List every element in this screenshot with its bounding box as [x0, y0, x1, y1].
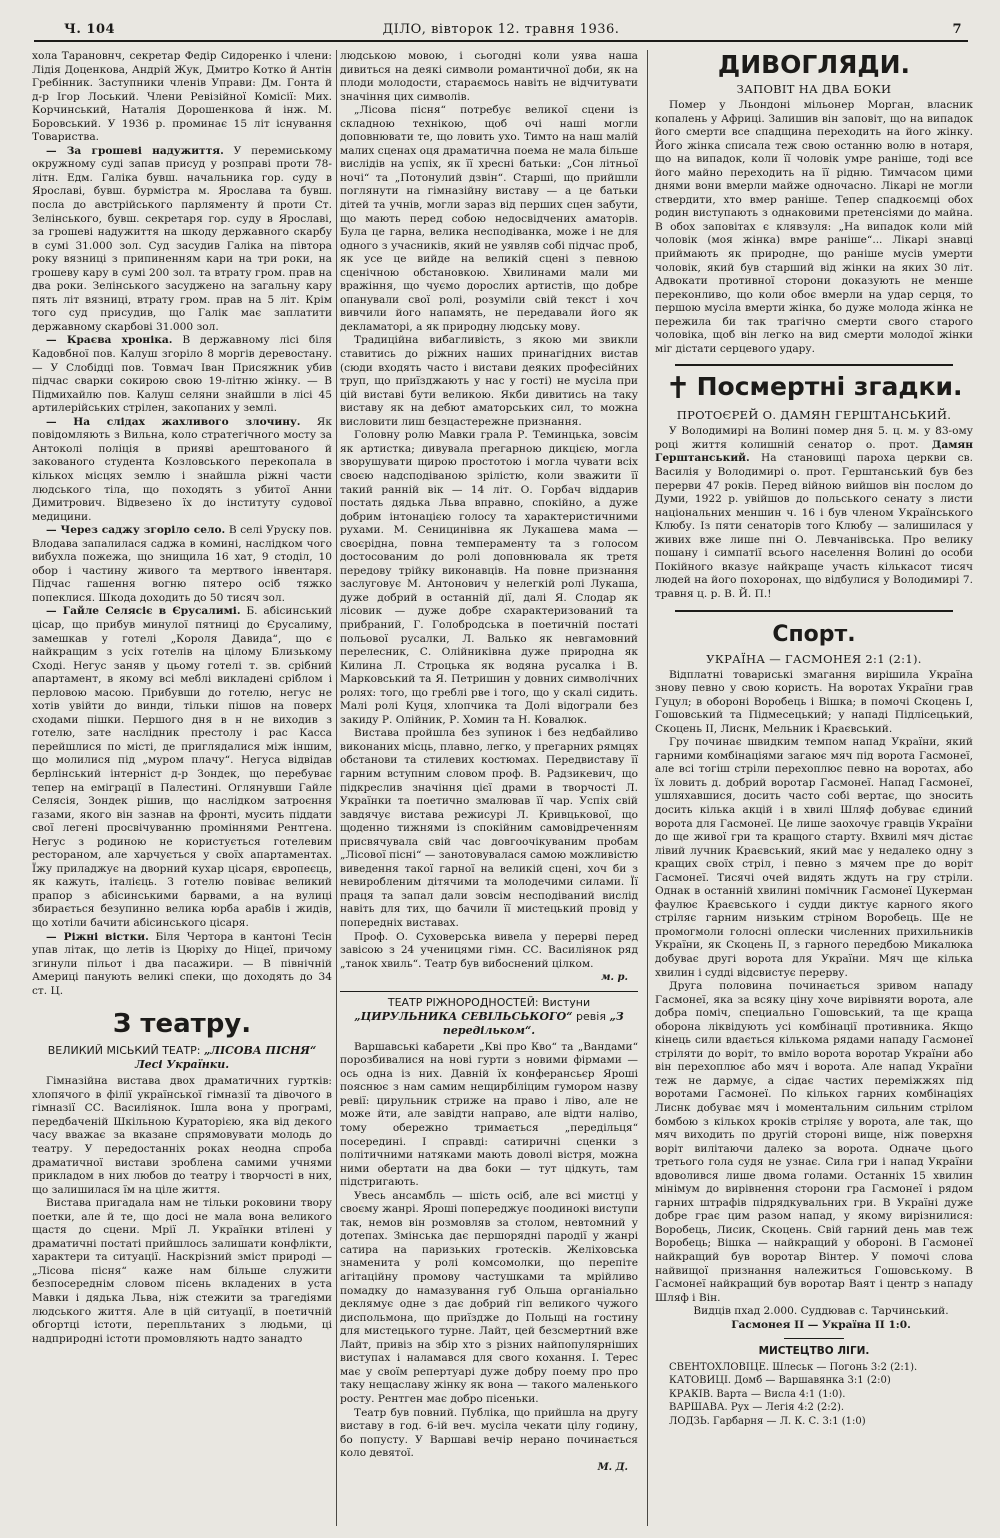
article-paragraph: Відплатні товариські змагання вирішила Україна знову певно у свою користь. На воротах України грав Гуцул; в обороні Воробець і Вішка; в помочі Скоцень І, Гошовський та Підмесецький; у нападі Підлісецький, Скоцень II, Лиснк, Мельник і Краєвський.: [655, 668, 973, 735]
news-heading: — Ріжні вістки.: [46, 930, 149, 943]
article-paragraph: Увесь ансамбль — шість осіб, але всі мистці у своєму жанрі. Ярошi попереджує поодинокі виступи так, немов він розмовляв за столом, невтомний у дотепах. Змінська дає першорядні пародії у жанрі сатира на паризьких гротесків. Желіховська знаменита у ролі комсомолки, що перепіте агітаційну промову частушками та мрійливо помадку до намазування губ Ольша органіально деклямує одне з дає добрий гіп великого чужого диспольмона, що приїздже до Польщі на гостину для мистецького турне. Лайт, цей безсмертний вже Лайт, привіз на збір хто з різних найпопулярніших виступах і наламався для свого кохання. І. Терес має у своїм репертуарі дуже добру поему про про таку нещаславу жінку як вона — такого маленького росту. Рентген має добро пісеньки.: [340, 1189, 638, 1405]
article-paragraph: Помер у Льондоні мільонер Морган, власник копалень у Африці. Залишив він заповіт, що на випадок його смерти все спадщина переходить на його жінку. Його жінка списала теж свою останню волю в нотаря, що на випадок, коли її чоловік умре раніше, тоді все його майно переходить на її рідню. Тимчасом цими днями вони вмерли майже одночасно. Лікарі не могли ствердити, хто вмер раніше. Тепер спадкоємці обох родин виступають з однаковими претенсіями до майна. В обох заповітах є клявзуля: „На випадок коли мій чоловік (моя жінка) вмре раніше“... Лікарі знавці приймають як природне, що раніше мусів умерти чоловік, який був старший від жінки на яких 30 літ. Адвокати противної сторони доказують не менше переконливо, що коли обоє вмерли на удар серця, то першою мусіла вмерти жінка, бо дуже молода жінка не пережила би так трагічно смерти свого старого чоловіка, щоб він легко на вид смерти молодої жінки міг дістати серцевого удару.: [655, 99, 973, 355]
news-paragraph: хола Тарановнч, секретар Федір Сидоренко і члени: Лідія Доценкова, Андрій Жук, Дмитро Котко й Антін Гребінник. Заступники членів Управи: Дм. Гонта й д-р Ігор Лоський. Члени Ревізійної Комісії: Мих. Корчинський, Наталія Дорошенкова й інж. М. Боровський. У 1936 р. проминає 15 літ існування Товариства.: [32, 50, 332, 144]
news-heading: — За грошеві надужиття.: [46, 144, 224, 157]
article-paragraph: Гру починає швидким темпом напад України, який гарними комбінаціями загаює мяч під ворота Гасмонеї, але всі тогіш стріли перехоплює певно на воротах, або їх ловить д. добрий воротар Гасмонеї. Напад Гасмонеї, ушляхавшися, досить часто собі вертає, що зносить досить кілька акцій і в хвилі Шляф добуває єдиний ворота для Гасмонеї. Це лише заохочує гравців України до ще живої гри та кращого старту. Вхвилі мяч дістає лівий лучник Краєвський, який має у недалеко одну з кращих своїх стріл, і певно з мячем пре до воріт Гасмонеї. Тисячі очей видять ждуть на гру стріли. Однак в останній хвилині помічник Гасмонеї Цукерман фаулює Краєвського і судди диктує карного якого стріляє гарним низьким стріном Воробець. Ще не промогмоли голосні оплески численних прихильників України, як Скоцень II, з гарного передбою Микалюка добуває другі ворота для України. Мяч ще кілька хвилин і судді відсвистує перерву.: [655, 736, 973, 979]
news-text: Б. абісинський цісар, що прибув минулої пятниці до Єрусалиму, замешкав у готелі „Короля Давида“, що є найкращим з усіх готелів на цілому Близькому Сході. Негус заняв у цьому готелі т. зв. срібний апартамент, в якому всі меблі викладені сріблом і перловою масою. Прибувши до готелю, негус не хотів увійти до винди, тільки пішов на поверх сходами пішки. Першого дня в н не виходив з готелю, зате наслідник престолу і рас Касса перейшлися по місті, де приглядалися між іншим, що молилися під „муром плачу“. Негуса відвідав берлінський інтерніст д-р Зондек, що перебуває тепер на еміграції в Палестині. Оглянувши Гайле Селясія, Зондек рішив, що наслідком затроєння газами, якого він зазнав на фронті, мусить піддати свої легені просвічуванню проміннями Рентгена. Негус з родиною не користується готелевим рестораном, але харчується у своїх апартаментах. Їжу приладжує на дворний кухар цісаря, європеєць, як кажуть, італієць. З готелю повіває великий прапор з абісинськими барвами, а на вулиці збирається безупинно велика юрба арабів і жидів, що хотіли бачити абісинського цісаря.: [32, 605, 332, 929]
reserve-result-text: Гасмонея II — Україна II 1:0.: [731, 1318, 911, 1331]
league-result: КАТОВИЦІ. Домб — Варшавянка 3:1 (2:0): [669, 1375, 891, 1387]
author-signature: М. Д.: [597, 1461, 628, 1473]
author-signature: м. р.: [601, 972, 628, 984]
headline-venue: ВЕЛИКИЙ МІСЬКИЙ ТЕАТР:: [47, 1044, 204, 1058]
news-heading: — На слідах жахливого злочину.: [46, 415, 301, 428]
issue-number: Ч. 104: [64, 22, 116, 37]
masthead-title: ДІЛО, вівторок 12. травня 1936.: [382, 22, 620, 37]
article-paragraph: [655, 425, 973, 601]
masthead: [34, 22, 968, 42]
news-heading: — Краєва хроніка.: [46, 334, 173, 347]
obit-text: У Володимирі на Волині помер дня 5. ц. м. у 83-ому році життя колишній сенатор о. прот.: [655, 425, 973, 451]
league-result: СВЕНТОХЛОВІЦЕ. Шлеськ — Погонь 3:2 (2:1).: [669, 1361, 918, 1373]
headline-mid: ревія: [572, 1009, 610, 1023]
section-title-curiosities: ДИВОГЛЯДИ.: [717, 50, 911, 79]
headline-play: „ЛІСОВА ПІСНЯ“: [203, 1044, 317, 1058]
article-paragraph: людською мовою, і сьогодні коли уява наша дивиться на деякі символи романтичної доби, як на плоди молодости, стараємось навіть не відчитувати значіння цих символів.: [340, 50, 638, 103]
article-paragraph: Вистава пройшла без зупинок і без недбайливо виконаних місць, плавно, легко, у прегарних рямцях обстанови та стилевих костюмах. Передвиставу її гарним вступним словом проф. В. Радзикевич, що підкреслив значіння цієї драми в творчості Л. Українки та поетично змалював її чар. Успіх свій завдячує вистава режисурі Л. Кривцькової, що щоденно тижнями із спокійним самовідреченням присвячувала свій час довгоочікуваним пробам „Лісової пісні“ — занотовувалася самою можливістю виведення такої гарної на великій сцені, хоч би з невиробленим дітячими та молодечими силами. Її праця та запал дали зовсім несподіваний вислід навіть для тих, що бачили її мистецький провід у попередніх виставах.: [340, 727, 638, 929]
league-result: ЛОДЗЬ. Гарбарня — Л. К. С. 3:1 (1:0): [669, 1415, 866, 1427]
match-reserve-result: [655, 1319, 973, 1333]
article-headline: [32, 1044, 332, 1072]
divider: [675, 610, 953, 612]
league-heading: МИСТЕЦТВО ЛІГИ.: [758, 1345, 870, 1358]
obituaries-title: Посмертні згадки.: [696, 372, 963, 402]
news-item: [32, 524, 332, 605]
article-paragraph: Вистава пригадала нам не тільки роковини твору поетки, але й те, що досі не мала вона великого щастя до сцени. Мрії Л. Українки втілені у драматичні постаті прийшлось залишати конфлікти, характери та ситуації. Наскрізний зміст природі — „Лісова пісня“ каже нам більше служити безпосереднім словом пісень вкладених в уста Мавки і дядька Льва, ніж стежити за трагедіями людського життя. Але в цій ситуації, в поетичній обгортці істоти, перепльтаних з людьми, ці надприродні істоти промовляють надто занадто: [32, 1197, 332, 1345]
column-divider: [336, 50, 337, 1526]
headline-venue: ТЕАТР РІЖНОРОДНОСТЕЙ: Вистуни: [387, 995, 591, 1009]
article-subhead: ПРОТОЄРЕЙ О. ДАМЯН ГЕРШТАНСЬКИЙ.: [676, 408, 952, 423]
news-text: Біля Чертора в кантоні Тесін упав літак, що летів із Цюріху до Ніцеї, причому згинули пільот і два пасажири. — В північній Америці панують великі спеки, що доходять до 34 ст. Ц.: [32, 930, 332, 997]
divider: [340, 991, 638, 992]
obit-text: На становищі пароха церкви св. Василія у Володимирі о. прот. Герштанський був без перерви 47 років. Перед війною вийшов він послом до Думи, 1922 р. увійшов до польського сенату з листи національних меншин ч. 16 і був членом Українського Клюбу. Із пяти сенаторів того Клюбу — залишилася у живих вже лише пні О. Левчанівська. Про велику пошану і симпатії всього населення Волині до особи Покійного вказує найкраще участь кількасот тисяч людей на його похоронах, що відбулися у Володимирі 7. травня ц. р. В. Й. П.!: [655, 452, 973, 600]
news-heading: — Через саджу згоріло село.: [46, 524, 226, 537]
headline-play: „ЦИРУЛЬНИКА СЕВІЛЬСЬКОГО“: [354, 1009, 573, 1023]
news-text: В державному лісі біля Кадовбної пов. Калуш згоріло 8 моргів деревостану. — У Слобідці пов. Товмач Іван Присяжник убив підчас сварки сокирою свою 19-літню жінку. — В Підмихайлю пов. Калуш селяни знайшли в лісі 45 артилерійських стрілен, закопаних у землі.: [32, 334, 332, 415]
section-title-sport: Спорт.: [772, 621, 856, 647]
news-text: У перемиському окружному суді запав присуд у розправі проти 78-літн. Едм. Галіка бувш. начальника гор. суду в Ярославі, бувш. бурмістра м. Ярослава та бувш. посла до австрійського парляменту й проти Ст. Зелінського, бувш. секретаря гор. суду в Ярославі, за грошеві надужиття на шкоду державного скарбу в сумі 31.000 зол. Суд засудив Галіка на півтора року вязниці з припиненням кари на три роки, на грошеву кару в сумі 200 зол. та втрату гром. прав на два роки. Зелінського засуджено на загальну кару пять літ вязниці, втрату гром. прав на 5 літ. Крім того суд присудив, що Галік має заплатити державному скарбові 31.000 зол.: [32, 144, 332, 333]
news-text: В селі Уруску пов. Влодава запалилася саджа в комині, наслідком чого вибухла пожежа, що знищила 16 хат, 9 стоділ, 10 обор і частину живого та мертвого інвентаря. Підчас гашення вогню пятеро осіб тяжко попеклися. Шкода доходить до 50 тисяч зол.: [32, 524, 332, 604]
obit-name: Дамян Герштанський.: [655, 438, 973, 465]
news-heading: — Гайле Селясіє в Єрусалимі.: [46, 605, 241, 618]
headline-author: Лесі Українки.: [134, 1058, 230, 1072]
article-paragraph: Головну ролю Мавки грала Р. Теминцька, зовсім як артистка; дивувала прегарною дикцією, могла зворушувати щирою простотою і могла чувати всіх своєю надсподіваною зрілістю, коли зважити її такий ранній вік — 14 літ. О. Горбач віддарив постать дядька Льва вправно, спокійно, а дуже добрим інтонацією голосу та характеристичними рухами. М. Сеницинівна як Лукашева мама — своєрідна, повна темпераменту та з голосом достосованим до ролі доповнювала як третя передову трійку виконавців. На повне признання заслуговує М. Антонович у нелегкій ролі Лукаша, дуже добрий в останній дії, далі Я. Слодар як лісовик — дуже добре схарактеризований та прибраний, Г. Голобродська в поетичній постаті польової русалки, Л. Валько як невгамовний перелесник, С. Олійниківна дуже природна як Килина Л. Строцька як водяна русалка і В. Марковський та Я. Петришин у довних символічних ролях: того, що греблі рве і того, що у скалі сидить. Малі ролі Куця, хлопчика та Долі відограли без закиду Р. Олійник, Р. Хомин та Н. Ковалюк.: [340, 429, 638, 726]
news-item: [32, 605, 332, 930]
column-1: [32, 50, 332, 1528]
divider: [784, 1338, 844, 1339]
article-paragraph: Театр був повний. Публіка, що прийшла на другу виставу в год. 6-ій веч. мусіла чекати цілу годину, бо попусту. У Варшаві вечір нерано починається коло девятої.: [340, 1406, 638, 1460]
page-number: 7: [952, 22, 962, 37]
article-subhead: ЗАПОВІТ НА ДВА БОКИ: [736, 82, 892, 96]
section-title-obituaries: [655, 370, 973, 406]
column-divider: [647, 50, 648, 1526]
news-item: [32, 416, 332, 524]
league-result: ВАРШАВА. Рух — Легія 4:2 (2:2).: [669, 1402, 845, 1414]
league-result: КРАКІВ. Варта — Висла 4:1 (1:0).: [669, 1388, 846, 1400]
article-paragraph: Проф. О. Суховерська вивела у перерві перед завісою з 24 ученицями гімн. СС. Василіянок ряд „танок хвиль“. Театр був вибоснений цілком.: [340, 930, 638, 970]
divider: [675, 364, 953, 366]
news-item: [32, 931, 332, 999]
column-3: [655, 50, 973, 1528]
orthodox-cross-icon: ✝: [665, 371, 691, 407]
article-paragraph: Варшавські кабарети „Кві про Кво“ та „Вандами“ порозбивалися на нові гурти з новими фірмами — ось одна із них. Давній їх конферансьєр Яроші пояснює з нам самим нещирбіліцим гумором назву ревії: цирульник стриже на право і ліво, але не може йти, але завідти направо, але відти наліво, тому обережно тримається „передільця“ посередині. І справді: сатиричні сценки з політичними натяками мають доволі вістря, можна ними обертати на два боки — тут цідкуть, там підстригають.: [340, 1040, 638, 1189]
article-paragraph: „Лісова пісня“ потребує великої сцени із складною технікою, щоб очі наші могли доповнювати те, що ловить ухо. Тимто на наш малій малих сценах оця драматична поема не мала більше вислідів на успіх, як її хресні батьки: „Сон літньої ночі“ та „Потонулий дзвін“. Старші, що прийшли поглянути на гімназійну виставу — а це батьки дітей та учнів, могли зараз від перших сцен забути, що мають перед собою недосвідчених аматорів. Була це гарна, велика несподіванка, може і не для одного з учасників, який не уявляв собі підчас проб, як усе це вийде на великій сцені з певною сценічною обстановкою. Хвилинами мали ми вражіння, що чуємо дорослих артистів, що добре опанували свої ролі, розуміли свій текст і хоч вивчили його напамять, не передавали його як декламаторі, а як природну людську мову.: [340, 104, 638, 333]
column-2: [340, 50, 638, 1528]
news-item: [32, 145, 332, 335]
section-title-theatre: З театру.: [112, 1009, 252, 1040]
match-footnote: Видців пхад 2.000. Суддював с. Тарчинський.: [693, 1305, 949, 1318]
article-paragraph: Гімназійна вистава двох драматичних гуртків: хлопячого в філії української гімназії та дівочого в гімназії СС. Василіянок. Ішла вона у програмі, передбаченій Шкільною Кураторією, яка від декого часу вважає за вказане спрямовувати молодь до театру. У передостанніх роках неодна спроба драматичної вистави зроблена самими учнями прикладом в них любов до театру і творчості в них, що залишилася їм на ціле життя.: [32, 1075, 332, 1196]
article-headline: [340, 996, 638, 1038]
headline-revue: „З передільком“.: [442, 1009, 624, 1037]
news-text: Як повідомляють з Вильна, коло стратегічного мосту за Антоколі поліція в прияві арештованого й закованого студента Козловського перекопала в кількох місцях землю і знайшла ріжні части людського тіла, що походять з убитої Анни Димитрович. Відвезено їх до інституту судової медицини.: [32, 415, 332, 523]
news-item: [32, 334, 332, 415]
article-paragraph: Друга половина починається зривом нападу Гасмонеї, яка за всяку ціну хоче вирівняти ворота, але добра поміч, специально Гошовський, та ще краща оборона ліквідують усі комбінації противника. Якщо кінець сили вдається кількома рядами нападу Гасмонеї стріляти до воріт, то вміло ворота воротар України або він перехоплює або мяч і ворота. Але напад України теж не дармує, а сідає частих переміжжях під воротами Гасмонеї. По кількох гарних комбінаціях Лиснк добуває мяч і моментальним сильним стрілом бомбою з кількох кроків стріляє у ворота, але так, що мяч виходить по другій стороні вище, ніж поверхня воріт вилітаючи далеко за ворота. Одначе цього третього гола судя не узнає. Сила гри і напад України вдоволився лише двома голами. Останніх 15 хвилин мінімум до вирівнення сторони гра Гасмонеї і рядом гарних штрафів підрядкувальних гри. В Україні дуже добре грає цим разом напад, у якому вирізнилися: Воробець, Лисик, Скоцень. Свій гарний день мав теж Воробець; Вішка — найкращий у обороні. В Гасмонеї найкращий був воротар Вінтер. У помочі слова найвищої признання належиться Гошовському. В Гасмонеї найкращий був воротар Ваят і центр з нападу Шляф і Він.: [655, 980, 973, 1304]
article-paragraph: Традиційна вибагливість, з якою ми звикли ставитись до ріжних наших принагідних вистав (сюди входять часто і вистави деяких професійних труп, що приїзджають у нас у гості) не мусіла при цій виставі бути великою. Якби дивитись на таку виставу як на дебют аматорських сил, то можна висловити лиш безцастережне признання.: [340, 334, 638, 428]
match-headline: УКРАЇНА — ГАСМОНЕЯ 2:1 (2:1).: [706, 651, 922, 666]
